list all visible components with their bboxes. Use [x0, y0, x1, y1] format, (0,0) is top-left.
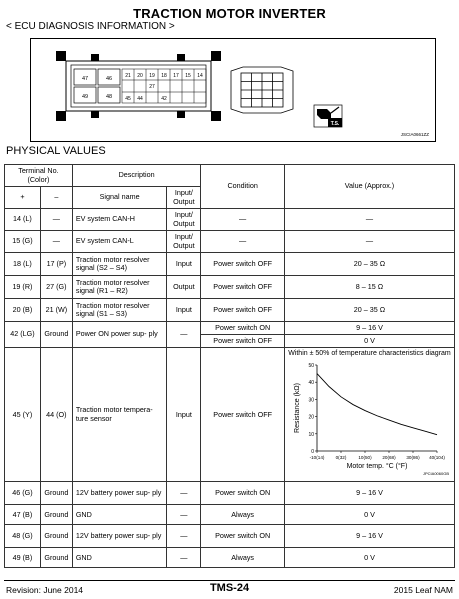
cell-io: Input	[167, 299, 201, 322]
y-axis-label: Resistance (kΩ)	[293, 383, 301, 434]
header-description: Description	[72, 165, 200, 187]
cell-value: 9 – 16 V	[284, 322, 454, 335]
pin-17: 17	[173, 73, 179, 79]
cell-signal: GND	[72, 548, 167, 568]
temperature-chart	[287, 359, 451, 477]
header-condition: Condition	[201, 165, 285, 209]
x-tick-label: 20(68)	[382, 455, 396, 461]
cell-value: 20 – 35 Ω	[284, 253, 454, 276]
cell-io: Input	[167, 348, 201, 482]
pin-49: 49	[81, 94, 89, 100]
x-tick-label: 40(104)	[429, 455, 445, 461]
pin-18: 18	[161, 73, 167, 79]
x-tick-label: 30(86)	[406, 455, 420, 461]
header-input-output: Input/ Output	[167, 187, 201, 209]
cell-value: 0 V	[284, 548, 454, 568]
pin-19: 19	[149, 73, 155, 79]
cell-plus: 14 (L)	[5, 209, 41, 231]
cell-plus: 48 (G)	[5, 525, 41, 548]
cell-condition: Power switch ON	[201, 525, 285, 548]
cell-signal: Traction motor resolver signal (S2 – S4)	[72, 253, 167, 276]
header-signal-name: Signal name	[72, 187, 167, 209]
terminal-side-icon	[314, 105, 342, 127]
cell-plus: 42 (LG)	[5, 322, 41, 348]
cell-minus: —	[40, 231, 72, 253]
cell-signal: EV system CAN-L	[72, 231, 167, 253]
cell-plus: 47 (B)	[5, 505, 41, 525]
cell-minus: Ground	[40, 322, 72, 348]
cell-io: Input/ Output	[167, 209, 201, 231]
chart-caption: Within ± 50% of temperature characteristics diagram	[288, 350, 451, 357]
ts-label: T.S.	[330, 121, 340, 127]
cell-value: 9 – 16 V	[284, 525, 454, 548]
footer-revision: Revision: June 2014	[6, 585, 84, 595]
cell-io: Input/ Output	[167, 231, 201, 253]
cell-io: —	[167, 505, 201, 525]
table-row	[5, 525, 455, 548]
pin-47: 47	[81, 76, 89, 82]
resistance-curve	[317, 374, 437, 435]
cell-minus: Ground	[40, 548, 72, 568]
table-row	[5, 322, 455, 335]
cell-io: —	[167, 525, 201, 548]
cell-minus: —	[40, 209, 72, 231]
cell-minus: 44 (O)	[40, 348, 72, 482]
x-axis-label: Motor temp. °C (°F)	[346, 463, 408, 471]
y-tick-label: 30	[308, 397, 314, 404]
x-tick-label: 0(32)	[335, 455, 347, 461]
cell-signal: Traction motor resolver signal (R1 – R2)	[72, 276, 167, 299]
cell-condition: Power switch ON	[201, 482, 285, 505]
cell-condition: Always	[201, 505, 285, 525]
footer-divider	[4, 580, 455, 581]
cell-plus: 18 (L)	[5, 253, 41, 276]
cell-signal: 12V battery power sup- ply	[72, 525, 167, 548]
cell-minus: 27 (G)	[40, 276, 72, 299]
cell-io: —	[167, 548, 201, 568]
physical-values-table	[4, 164, 455, 568]
cell-minus: Ground	[40, 525, 72, 548]
cell-signal: EV system CAN-H	[72, 209, 167, 231]
cell-signal: Traction motor resolver signal (S1 – S3)	[72, 299, 167, 322]
table-row	[5, 348, 455, 482]
pin-27: 27	[149, 84, 155, 90]
y-tick-label: 20	[308, 414, 314, 421]
cell-condition: Power switch OFF	[201, 253, 285, 276]
header-plus: +	[5, 187, 41, 209]
header-value: Value (Approx.)	[284, 165, 454, 209]
table-row	[5, 209, 455, 231]
cell-value: 9 – 16 V	[284, 482, 454, 505]
cell-plus: 20 (B)	[5, 299, 41, 322]
page-title: TRACTION MOTOR INVERTER	[133, 6, 326, 21]
pin-21: 21	[125, 73, 131, 79]
cell-signal: GND	[72, 505, 167, 525]
x-tick-label: -10(14)	[309, 455, 325, 461]
y-tick-label: 10	[308, 431, 314, 438]
pin-14: 14	[197, 73, 203, 79]
page-number: TMS-24	[209, 582, 250, 594]
cell-minus: Ground	[40, 505, 72, 525]
cell-io: Input	[167, 253, 201, 276]
cell-value: 0 V	[284, 505, 454, 525]
pin-46: 46	[105, 76, 113, 82]
cell-condition: Power switch OFF	[201, 276, 285, 299]
cell-plus: 19 (R)	[5, 276, 41, 299]
y-tick-label: 0	[311, 449, 314, 456]
cell-io: Output	[167, 276, 201, 299]
header-minus: –	[40, 187, 72, 209]
table-row	[5, 231, 455, 253]
cell-minus: Ground	[40, 482, 72, 505]
footer-model: 2015 Leaf NAM	[393, 585, 453, 595]
cell-condition: Power switch OFF	[201, 335, 285, 348]
cell-minus: 17 (P)	[40, 253, 72, 276]
x-tick-label: 10(50)	[358, 455, 372, 461]
header-terminal: Terminal No. (Color)	[5, 165, 73, 187]
cell-condition: Always	[201, 548, 285, 568]
table-row	[5, 548, 455, 568]
cell-condition: Power switch ON	[201, 322, 285, 335]
cell-value: —	[284, 231, 454, 253]
cell-value: 8 – 15 Ω	[284, 276, 454, 299]
section-title: PHYSICAL VALUES	[6, 145, 106, 157]
table-row	[5, 299, 455, 322]
cell-signal: Traction motor tempera- ture sensor	[72, 348, 167, 482]
pin-42: 42	[161, 96, 167, 102]
cell-signal: Power ON power sup- ply	[72, 322, 167, 348]
cell-condition: Power switch OFF	[201, 299, 285, 322]
table-row	[5, 253, 455, 276]
cell-io: —	[167, 482, 201, 505]
cell-plus: 45 (Y)	[5, 348, 41, 482]
cell-plus: 46 (G)	[5, 482, 41, 505]
cell-condition: Power switch OFF	[201, 348, 285, 482]
connector-svg	[31, 39, 435, 141]
table-row	[5, 505, 455, 525]
cell-io: —	[167, 322, 201, 348]
cell-signal: 12V battery power sup- ply	[72, 482, 167, 505]
pin-44: 44	[137, 96, 143, 102]
chart-figure-id: JPCIA0060GB	[422, 471, 449, 477]
pin-20: 20	[137, 73, 143, 79]
table-row	[5, 482, 455, 505]
pin-15: 15	[185, 73, 191, 79]
figure-id: JSCIA0661ZZ	[400, 132, 429, 137]
cell-plus: 49 (B)	[5, 548, 41, 568]
pin-48: 48	[105, 94, 113, 100]
y-tick-label: 40	[308, 380, 314, 387]
cell-value-chart	[284, 348, 454, 482]
cell-condition: —	[201, 231, 285, 253]
pin-45: 45	[125, 96, 131, 102]
cell-value: 20 – 35 Ω	[284, 299, 454, 322]
cell-plus: 15 (G)	[5, 231, 41, 253]
y-tick-label: 50	[308, 363, 314, 370]
cell-value: —	[284, 209, 454, 231]
table-row	[5, 276, 455, 299]
cell-value: 0 V	[284, 335, 454, 348]
connector-diagram	[30, 38, 436, 142]
cell-condition: —	[201, 209, 285, 231]
cell-minus: 21 (W)	[40, 299, 72, 322]
section-breadcrumb: < ECU DIAGNOSIS INFORMATION >	[6, 21, 175, 32]
